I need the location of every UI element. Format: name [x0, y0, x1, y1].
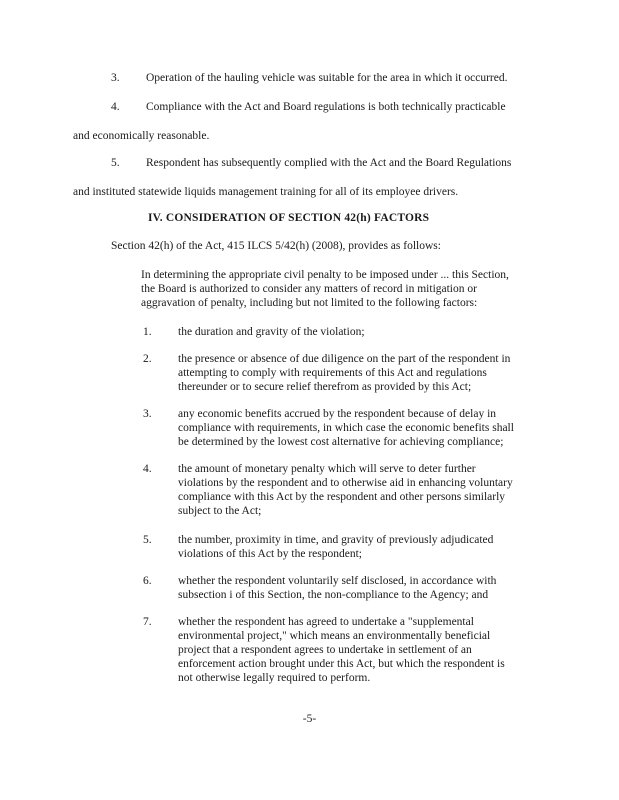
factor-text: enforcement action brought under this Act, but which the respondent is — [178, 658, 505, 670]
factor-text: not otherwise legally required to perform. — [178, 672, 371, 684]
quote-line: aggravation of penalty, including but not limited to the following factors: — [141, 297, 478, 309]
finding-number: 5. — [111, 157, 120, 169]
factor-text: the number, proximity in time, and gravity of previously adjudicated — [178, 534, 494, 546]
factor-text: the duration and gravity of the violation; — [178, 326, 365, 338]
factor-number: 6. — [143, 575, 152, 587]
finding-text: and instituted statewide liquids management training for all of its employee drivers. — [73, 186, 459, 198]
factor-text: compliance with requirements, in which case the economic benefits shall — [178, 422, 514, 434]
factor-text: violations of this Act by the respondent; — [178, 548, 362, 560]
section-heading: IV. CONSIDERATION OF SECTION 42(h) FACTORS — [148, 212, 430, 224]
quote-line: the Board is authorized to consider any matters of record in mitigation or — [141, 283, 477, 295]
factor-text: any economic benefits accrued by the respondent because of delay in — [178, 408, 497, 420]
finding-text: Operation of the hauling vehicle was suitable for the area in which it occurred. — [146, 72, 508, 84]
factor-text: be determined by the lowest cost alternative for achieving compliance; — [178, 436, 504, 448]
factor-number: 1. — [143, 326, 152, 338]
factor-text: whether the respondent has agreed to undertake a "supplemental — [178, 616, 474, 628]
factor-text: project that a respondent agrees to undertake in settlement of an — [178, 644, 472, 656]
factor-text: environmental project," which means an environmentally beneficial — [178, 630, 491, 642]
factor-number: 7. — [143, 616, 152, 628]
factor-text: thereunder or to secure relief therefrom as provided by this Act; — [178, 381, 472, 393]
finding-text: and economically reasonable. — [73, 130, 210, 142]
intro-paragraph: Section 42(h) of the Act, 415 ILCS 5/42(h) (2008), provides as follows: — [111, 240, 441, 252]
factor-number: 2. — [143, 353, 152, 365]
finding-text: Compliance with the Act and Board regulations is both technically practicable — [146, 101, 506, 113]
factor-text: the presence or absence of due diligence on the part of the respondent in — [178, 353, 511, 365]
factor-text: subject to the Act; — [178, 505, 262, 517]
factor-text: subsection i of this Section, the non-compliance to the Agency; and — [178, 589, 489, 601]
factor-number: 3. — [143, 408, 152, 420]
factor-text: violations by the respondent and to otherwise aid in enhancing voluntary — [178, 477, 513, 489]
factor-text: attempting to comply with requirements of this Act and regulations — [178, 367, 487, 379]
finding-number: 3. — [111, 72, 120, 84]
factor-number: 4. — [143, 463, 152, 475]
factor-number: 5. — [143, 534, 152, 546]
factor-text: compliance with this Act by the respondent and other persons similarly — [178, 491, 506, 503]
page-number: -5- — [302, 713, 317, 725]
quote-line: In determining the appropriate civil penalty to be imposed under ... this Section, — [141, 269, 509, 281]
finding-number: 4. — [111, 101, 120, 113]
finding-text: Respondent has subsequently complied with the Act and the Board Regulations — [146, 157, 512, 169]
factor-text: the amount of monetary penalty which will serve to deter further — [178, 463, 476, 475]
factor-text: whether the respondent voluntarily self disclosed, in accordance with — [178, 575, 497, 587]
